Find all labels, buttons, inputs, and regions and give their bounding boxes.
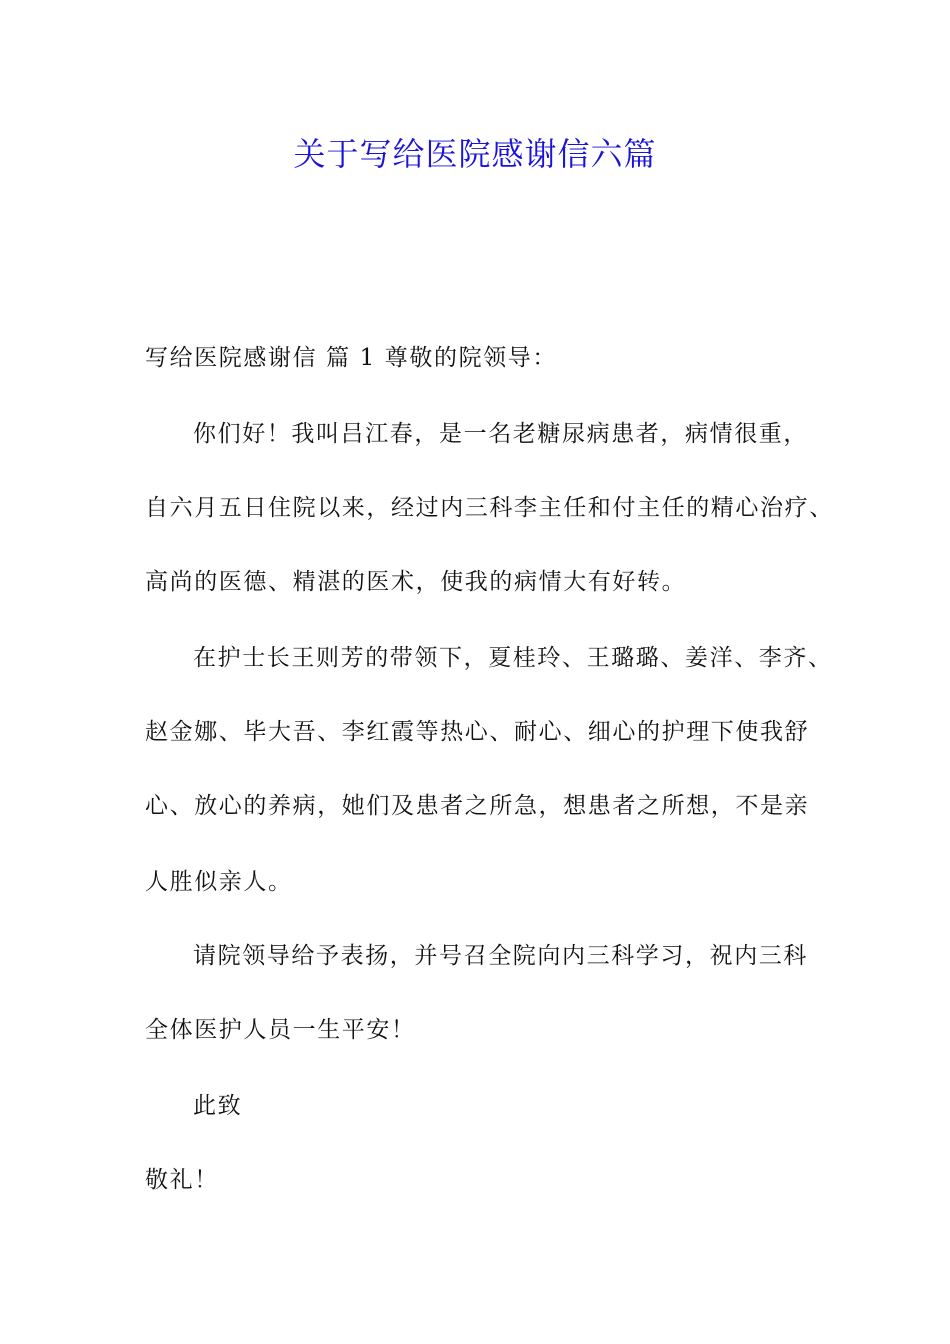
- body-line: 高尚的医德、精湛的医术，使我的病情大有好转。: [145, 569, 687, 595]
- body-line: 心、放心的养病，她们及患者之所急，想患者之所想，不是亲: [145, 793, 810, 819]
- document-title: 关于写给医院感谢信六篇: [293, 135, 657, 173]
- body-line: 自六月五日住院以来，经过内三科李主任和付主任的精心治疗、: [145, 495, 834, 521]
- closing-line: 敬礼！: [145, 1167, 219, 1193]
- body-line: 请院领导给予表扬，并号召全院向内三科学习，祝内三科: [193, 943, 808, 969]
- body-line: 全体医护人员一生平安！: [145, 1017, 416, 1043]
- closing-line: 此致: [193, 1093, 243, 1119]
- salutation-line: 写给医院感谢信 篇 1 尊敬的院领导：: [145, 345, 557, 371]
- body-line: 人胜似亲人。: [145, 869, 293, 895]
- body-line: 赵金娜、毕大吾、李红霞等热心、耐心、细心的护理下使我舒: [145, 719, 810, 745]
- body-line: 在护士长王则芳的带领下，夏桂玲、王璐璐、姜洋、李齐、: [193, 645, 833, 671]
- body-line: 你们好！我叫吕江春，是一名老糖尿病患者，病情很重，: [193, 421, 808, 447]
